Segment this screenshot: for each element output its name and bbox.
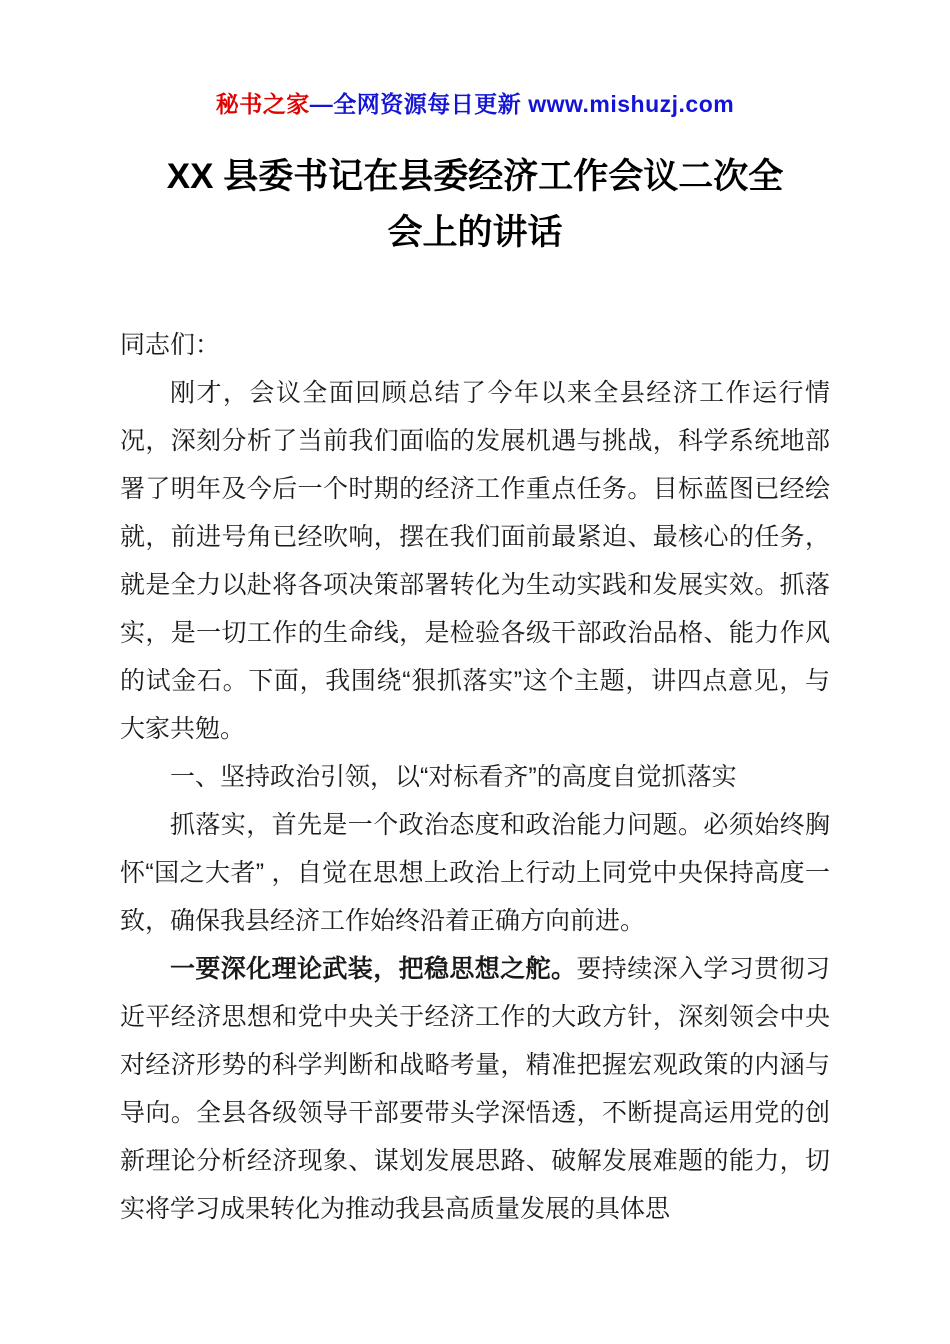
text-run: 同志们：	[120, 331, 221, 359]
section-heading-1	[120, 753, 830, 801]
site-brand: 秘书之家	[215, 91, 310, 117]
site-header	[120, 86, 830, 119]
text-run: 一、坚持政治引领，以“对标看齐”的高度自觉抓落实	[170, 763, 737, 791]
paragraph-section-1-intro	[120, 801, 830, 945]
text-run: 刚才，会议全面回顾总结了今年以来全县经济工作运行情况，深刻分析了当前我们面临的发展机遇与挑战，科学系统地部署了明年及今后一个时期的经济工作重点任务。目标蓝图已经绘就，前进号角已经吹响，摆在我们面前最紧迫、最核心的任务，就是全力以赴将各项决策部署转化为生动实践和发展实效。抓落实，是一切工作的生命线，是检验各级干部政治品格、能力作风的试金石。下面，我围绕“狠抓落实”这个主题，讲四点意见，与大家共勉。	[120, 379, 830, 743]
site-url-link[interactable]: www.mishuzj.com	[528, 91, 735, 117]
bold-text-run: 一要深化理论武装，把稳思想之舵。	[170, 955, 577, 983]
document-body	[120, 321, 830, 1233]
paragraph-point-1	[120, 945, 830, 1233]
text-run: 抓落实，首先是一个政治态度和政治能力问题。必须始终胸怀“国之大者” ，自觉在思想上政治上行动上同党中央保持高度一致，确保我县经济工作始终沿着正确方向前进。	[120, 811, 830, 935]
text-run: 要持续深入学习贯彻习近平经济思想和党中央关于经济工作的大政方针，深刻领会中央对经济形势的科学判断和战略考量，精准把握宏观政策的内涵与导向。全县各级领导干部要带头学深悟透，不断提高运用党的创新理论分析经济现象、谋划发展思路、破解发展难题的能力，切实将学习成果转化为推动我县高质量发展的具体思	[120, 955, 830, 1223]
page-title: XX 县委书记在县委经济工作会议二次全会上的讲话	[166, 157, 784, 252]
paragraph-intro	[120, 369, 830, 753]
site-tagline: —全网资源每日更新	[309, 91, 529, 117]
salutation	[120, 321, 830, 369]
